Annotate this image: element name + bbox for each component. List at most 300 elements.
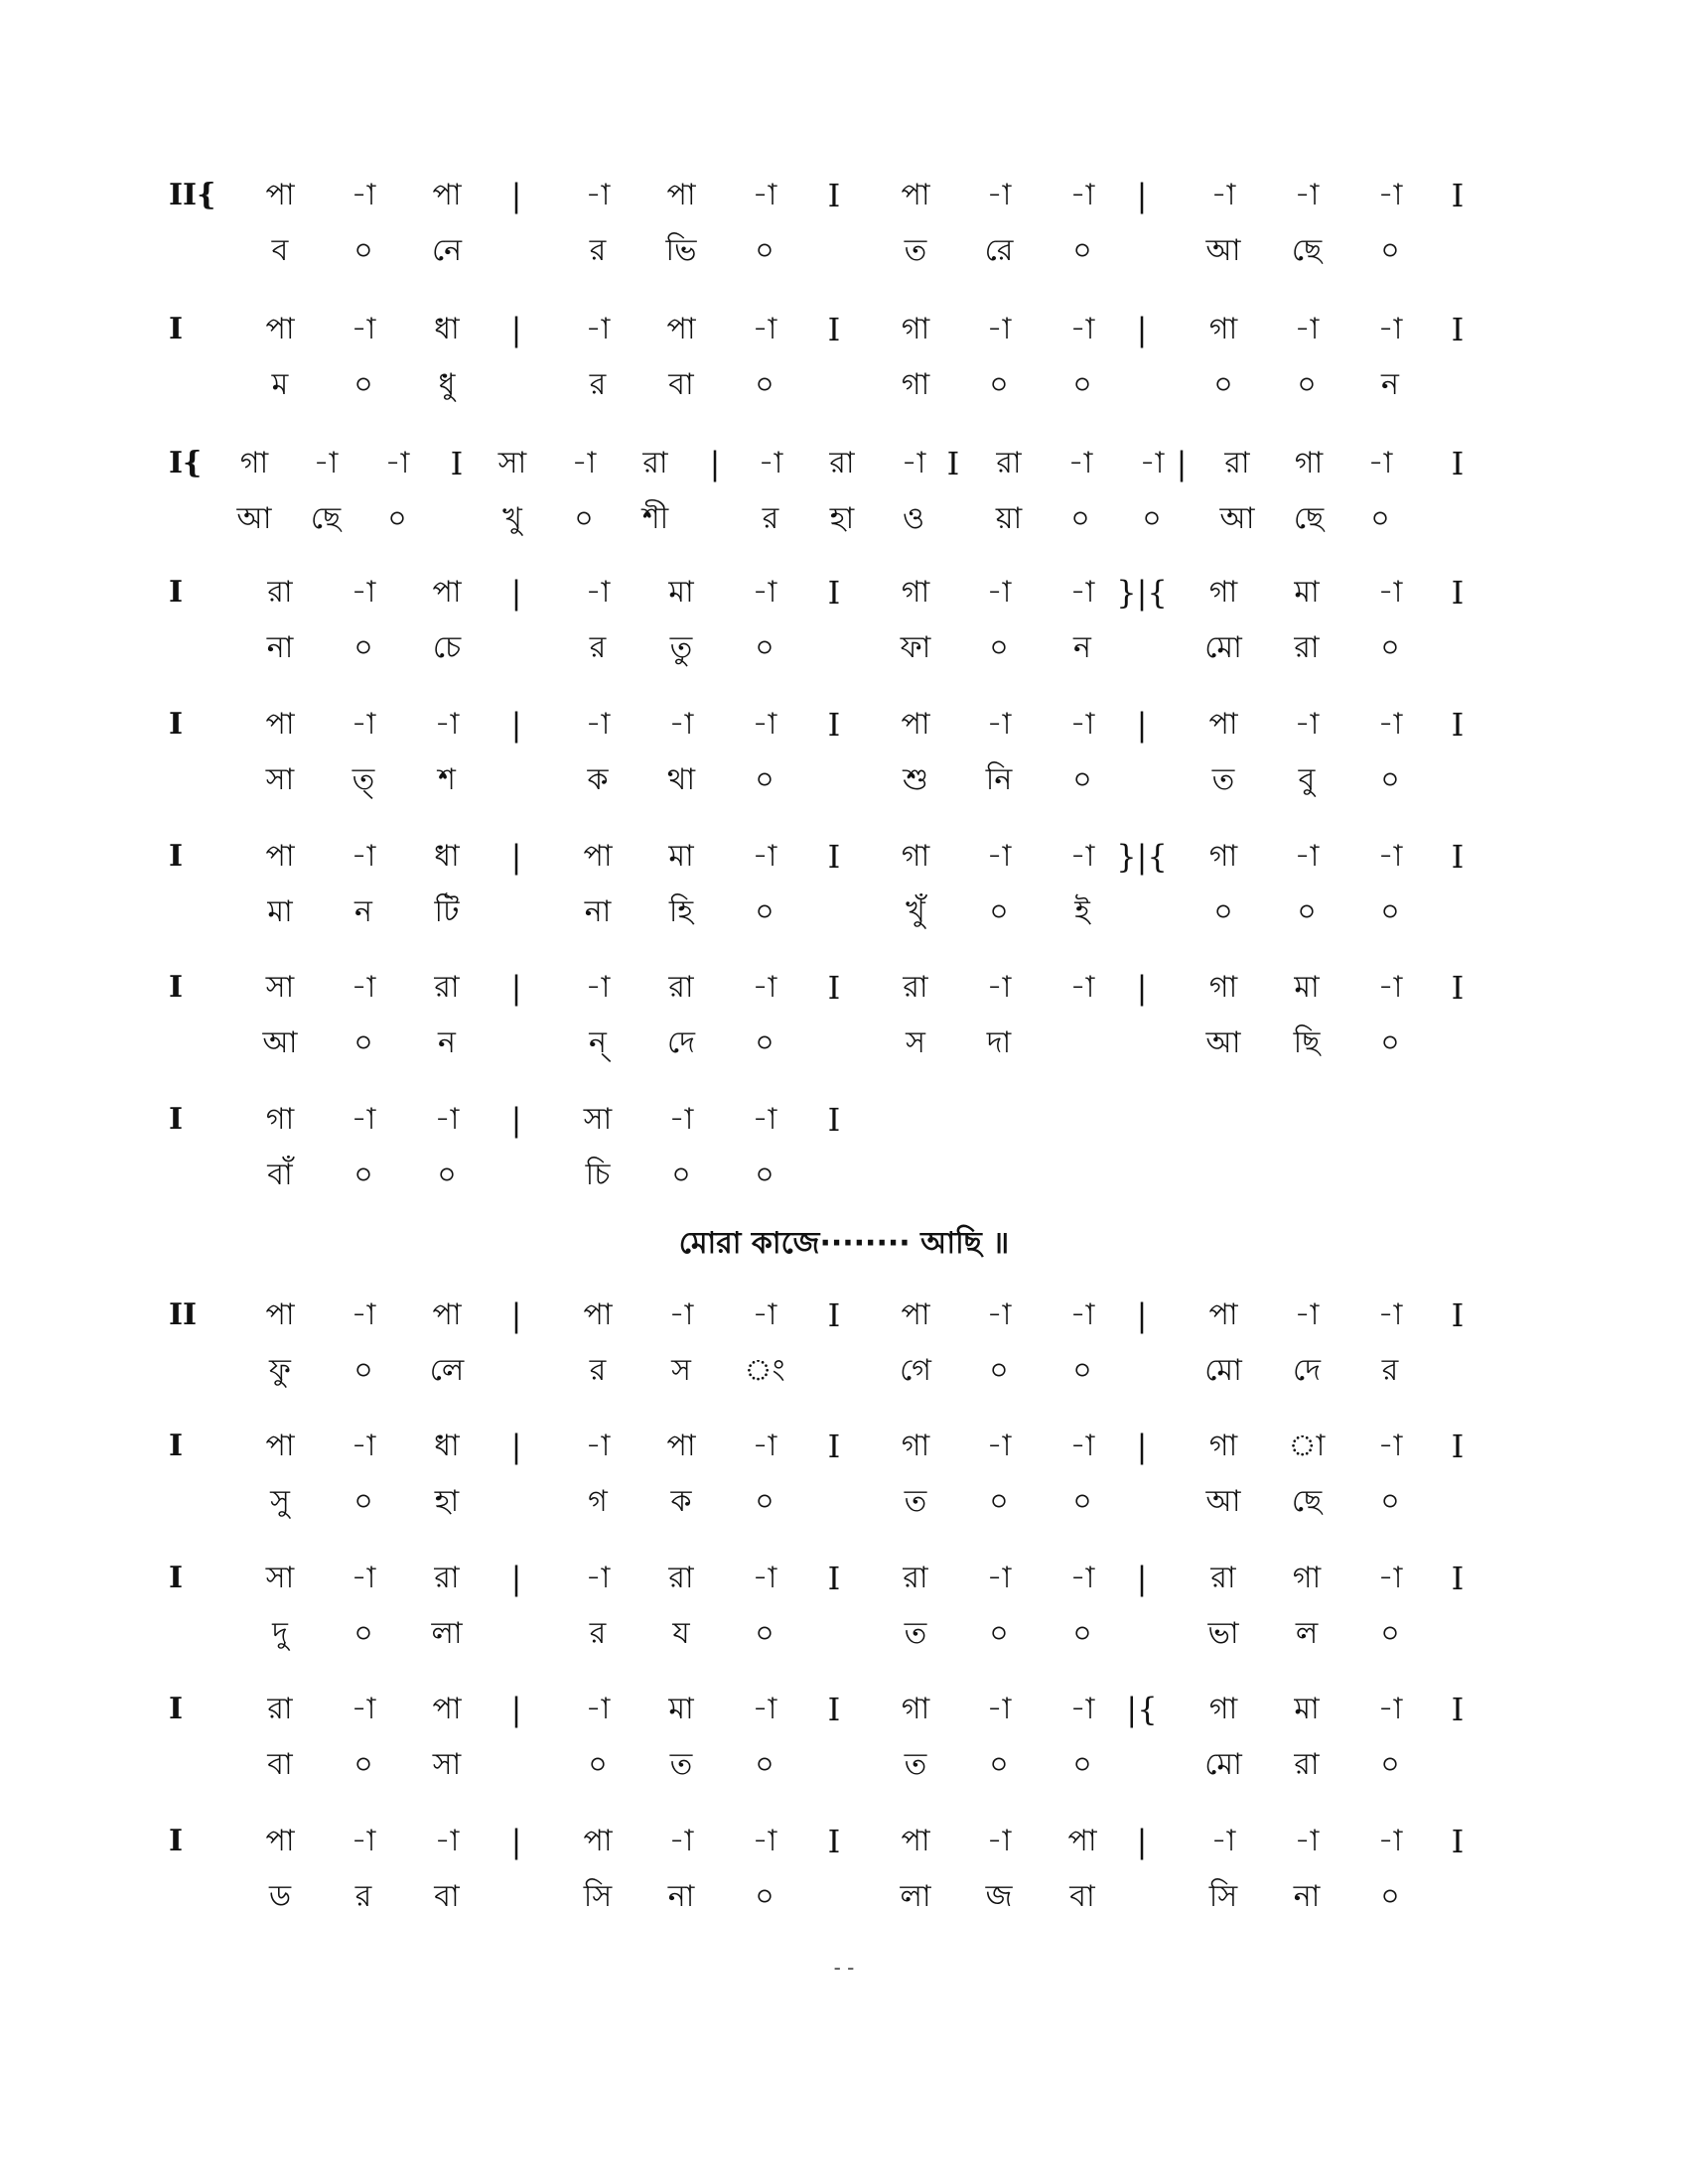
- note: -া: [1069, 970, 1095, 1005]
- lyric-syllable: ক: [670, 1484, 692, 1519]
- notation-system: [169, 439, 1489, 558]
- note: -া: [585, 1561, 611, 1595]
- lyric-syllable: র: [589, 1616, 607, 1651]
- lyric-syllable: স: [671, 1353, 691, 1388]
- note: রা: [829, 446, 855, 480]
- lyric-syllable: ০: [755, 630, 774, 665]
- note: -া: [752, 575, 777, 610]
- barline: I: [450, 445, 464, 482]
- note: মা: [1294, 575, 1320, 610]
- note: রা: [996, 446, 1022, 480]
- note: -া: [986, 1429, 1012, 1463]
- note: -া: [986, 1824, 1012, 1858]
- lyric-syllable: ০: [989, 1484, 1009, 1519]
- lyric-syllable: ০: [1380, 894, 1400, 929]
- lyric-syllable: শ: [438, 762, 456, 797]
- note: -া: [668, 707, 694, 742]
- lyric-syllable: নি: [985, 762, 1013, 797]
- lyric-syllable: ন: [1073, 630, 1091, 665]
- lyric-syllable: থা: [666, 762, 696, 797]
- lyric-syllable: লা: [900, 1879, 931, 1914]
- barline: |: [510, 838, 522, 876]
- note: -া: [1367, 446, 1393, 480]
- note: পা: [432, 1297, 462, 1332]
- note: গা: [265, 1102, 295, 1137]
- note: পা: [432, 575, 462, 610]
- lyric-syllable: আ: [1205, 1484, 1241, 1519]
- ending-barline: I: [1451, 1691, 1465, 1728]
- lyric-syllable: ০: [353, 1025, 373, 1060]
- note: রা: [1210, 1561, 1236, 1595]
- note: পা: [265, 839, 295, 874]
- note: -া: [752, 312, 777, 346]
- note: -া: [1069, 1297, 1095, 1332]
- note: -া: [752, 707, 777, 742]
- lyric-syllable: ত্: [352, 762, 375, 797]
- lyric-syllable: ০: [671, 1158, 691, 1192]
- lyric-syllable: ০: [1072, 233, 1092, 268]
- note: পা: [901, 178, 930, 212]
- barline: }|{: [1116, 574, 1168, 612]
- lyric-syllable: লে: [429, 1353, 465, 1388]
- note: পা: [265, 178, 295, 212]
- lyric-syllable: ০: [353, 630, 373, 665]
- note: -া: [986, 1692, 1012, 1726]
- lyric-syllable: জ: [985, 1879, 1013, 1914]
- note: -া: [1377, 1692, 1403, 1726]
- notation-system: [169, 963, 1489, 1082]
- lyric-syllable: গে: [900, 1353, 931, 1388]
- note: -া: [1377, 1561, 1403, 1595]
- leading-barline: I: [169, 575, 184, 610]
- lyric-syllable: মো: [1204, 1353, 1242, 1388]
- leading-barline: I: [169, 970, 184, 1005]
- lyric-syllable: ০: [1297, 367, 1317, 402]
- barline: I: [827, 969, 841, 1007]
- note: -া: [351, 1297, 376, 1332]
- note: রা: [903, 970, 928, 1005]
- lyric-syllable: ফু: [269, 1353, 291, 1388]
- note: -া: [434, 707, 460, 742]
- lyric-syllable: ত: [904, 1747, 927, 1782]
- note: গা: [239, 446, 269, 480]
- note: -া: [986, 178, 1012, 212]
- barline: |: [510, 574, 522, 612]
- ending-barline: I: [1451, 445, 1465, 482]
- lyric-syllable: হা: [829, 501, 855, 536]
- note: -া: [351, 1561, 376, 1595]
- lyric-syllable: ০: [755, 1025, 774, 1060]
- lyric-syllable: ০: [1380, 1879, 1400, 1914]
- barline: |: [1136, 311, 1148, 348]
- note: -া: [752, 1692, 777, 1726]
- lyric-syllable: র: [762, 501, 779, 536]
- note: পা: [666, 312, 696, 346]
- lyric-syllable: ং: [744, 1353, 785, 1388]
- note: রা: [668, 1561, 694, 1595]
- lyric-syllable: ০: [1297, 894, 1317, 929]
- lyric-syllable: ০: [755, 894, 774, 929]
- note: -া: [752, 1561, 777, 1595]
- note-line: [169, 1291, 1489, 1340]
- lyric-syllable: ত: [904, 1484, 927, 1519]
- note: -া: [351, 1824, 376, 1858]
- barline: |: [709, 445, 721, 482]
- lyric-syllable: ০: [1380, 233, 1400, 268]
- note: রা: [668, 970, 694, 1005]
- lyric-syllable: টি: [434, 894, 460, 929]
- barline: |: [510, 311, 522, 348]
- note: পা: [583, 1297, 613, 1332]
- note: -া: [758, 446, 783, 480]
- barline: |: [1136, 177, 1148, 214]
- barline: |: [510, 1428, 522, 1465]
- barline: }|{: [1116, 838, 1168, 876]
- note: -া: [313, 446, 339, 480]
- note: পা: [1208, 707, 1238, 742]
- lyric-syllable: ন: [354, 894, 372, 929]
- note: সা: [583, 1102, 613, 1137]
- note: -া: [1139, 446, 1165, 480]
- notation-system: [169, 1817, 1489, 1936]
- barline: |: [510, 177, 522, 214]
- note: গা: [1292, 1561, 1322, 1595]
- barline: |: [510, 969, 522, 1007]
- lyric-syllable: ভি: [665, 233, 697, 268]
- barline: |: [510, 706, 522, 744]
- note: রা: [267, 1692, 293, 1726]
- lyric-syllable: নে: [431, 233, 463, 268]
- lyric-syllable: ০: [353, 1484, 373, 1519]
- lyric-syllable: ছে: [1293, 501, 1325, 536]
- leading-barline: I: [169, 1692, 184, 1726]
- barline: |: [510, 1560, 522, 1597]
- lyric-syllable: র: [589, 233, 607, 268]
- lyric-syllable: শু: [903, 762, 928, 797]
- ending-barline: I: [1451, 969, 1465, 1007]
- lyric-syllable: ০: [1380, 1747, 1400, 1782]
- barline: I: [827, 1428, 841, 1465]
- note: -া: [1210, 1824, 1236, 1858]
- notation-system: [169, 1291, 1489, 1410]
- footer-marks: - -: [833, 1956, 855, 1979]
- note: পা: [265, 312, 295, 346]
- note: -া: [986, 312, 1012, 346]
- lyric-syllable: ছি: [1293, 1025, 1321, 1060]
- lyric-syllable: র: [589, 1353, 607, 1388]
- note: পা: [901, 1824, 930, 1858]
- note: -া: [901, 446, 926, 480]
- barline: I: [827, 1691, 841, 1728]
- lyric-syllable: দা: [986, 1025, 1012, 1060]
- note-line: [169, 700, 1489, 750]
- lyric-syllable: ০: [1213, 894, 1233, 929]
- lyric-syllable: ০: [353, 1747, 373, 1782]
- note: -া: [1294, 1824, 1320, 1858]
- note: সা: [265, 1561, 295, 1595]
- note: -া: [1377, 1297, 1403, 1332]
- note-line: [169, 439, 1489, 488]
- lyric-syllable: খুঁ: [906, 894, 925, 929]
- note: পা: [666, 1429, 696, 1463]
- lyric-syllable: আ: [1205, 233, 1241, 268]
- barline: |: [1136, 969, 1148, 1007]
- lyric-syllable: ০: [1072, 1484, 1092, 1519]
- note: -া: [351, 1692, 376, 1726]
- lyric-syllable: সা: [265, 762, 295, 797]
- lyric-line: [179, 755, 1489, 805]
- note-line: [169, 1422, 1489, 1471]
- lyric-syllable: আ: [262, 1025, 298, 1060]
- lyric-syllable: ০: [989, 367, 1009, 402]
- lyric-syllable: ত: [1211, 762, 1235, 797]
- lyric-syllable: ০: [1380, 1484, 1400, 1519]
- note: গা: [1208, 575, 1238, 610]
- note: -া: [986, 1297, 1012, 1332]
- note: রা: [903, 1561, 928, 1595]
- note: -া: [1069, 575, 1095, 610]
- note-line: [169, 171, 1489, 220]
- note: গা: [1208, 1692, 1238, 1726]
- lyric-syllable: স: [906, 1025, 925, 1060]
- lyric-syllable: ০: [1380, 762, 1400, 797]
- note: পা: [1067, 1824, 1097, 1858]
- lyric-syllable: ০: [755, 1158, 774, 1192]
- lyric-syllable: দে: [667, 1025, 695, 1060]
- note: ধা: [434, 312, 460, 346]
- leading-barline: I: [169, 839, 184, 874]
- lyric-syllable: ছে: [310, 501, 342, 536]
- lyric-syllable: রে: [984, 233, 1014, 268]
- lyric-syllable: ভা: [1207, 1616, 1239, 1651]
- lyric-syllable: ০: [1072, 367, 1092, 402]
- lyric-syllable: ত: [904, 233, 927, 268]
- leading-barline: I: [169, 1824, 184, 1858]
- note: গা: [901, 839, 930, 874]
- lyric-syllable: সা: [432, 1747, 462, 1782]
- lyric-syllable: সি: [583, 1879, 613, 1914]
- note: পা: [265, 1297, 295, 1332]
- note-line: [169, 963, 1489, 1013]
- barline: I: [827, 1560, 841, 1597]
- leading-barline: I{: [169, 446, 203, 480]
- barline: I: [827, 838, 841, 876]
- note: -া: [571, 446, 597, 480]
- barline: I: [827, 311, 841, 348]
- note: -া: [1069, 1561, 1095, 1595]
- note: -া: [585, 312, 611, 346]
- lyric-syllable: মো: [1204, 1747, 1242, 1782]
- lyric-syllable: গ: [588, 1484, 608, 1519]
- barline: |: [510, 1297, 522, 1334]
- note-line: [169, 568, 1489, 617]
- notation-system: [169, 1095, 1489, 1214]
- notation-system: [169, 1685, 1489, 1804]
- lyric-line: [179, 1740, 1489, 1790]
- note: মা: [668, 1692, 694, 1726]
- note: -া: [434, 1102, 460, 1137]
- lyric-syllable: ০: [1142, 501, 1162, 536]
- lyric-syllable: চি: [585, 1158, 611, 1192]
- lyric-syllable: র: [589, 630, 607, 665]
- lyric-syllable: তু: [669, 630, 693, 665]
- lyric-syllable: দু: [272, 1616, 288, 1651]
- lyric-syllable: বু: [1298, 762, 1316, 797]
- note: -া: [668, 1102, 694, 1137]
- lyric-syllable: ০: [588, 1747, 608, 1782]
- lyric-syllable: ০: [387, 501, 407, 536]
- lyric-syllable: ত: [904, 1616, 927, 1651]
- lyric-syllable: ০: [1380, 630, 1400, 665]
- lyric-line: [179, 887, 1489, 937]
- lyric-syllable: রা: [1294, 630, 1320, 665]
- note: -া: [1377, 970, 1403, 1005]
- note: পা: [265, 1429, 295, 1463]
- notation-system: [169, 1422, 1489, 1541]
- note: গা: [901, 1692, 930, 1726]
- barline: |: [510, 1691, 522, 1728]
- note: -া: [1294, 707, 1320, 742]
- lyric-syllable: র: [1381, 1353, 1399, 1388]
- lyric-syllable: আ: [1205, 1025, 1241, 1060]
- lyric-syllable: হা: [434, 1484, 460, 1519]
- note: গা: [1208, 970, 1238, 1005]
- note: ধা: [434, 1429, 460, 1463]
- note: -া: [1377, 1824, 1403, 1858]
- lyric-syllable: ০: [755, 1484, 774, 1519]
- lyric-syllable: ০: [1072, 1747, 1092, 1782]
- note: গা: [901, 312, 930, 346]
- note: -া: [668, 1824, 694, 1858]
- note: -া: [752, 839, 777, 874]
- lyric-syllable: সু: [270, 1484, 290, 1519]
- note: মা: [1294, 1692, 1320, 1726]
- lyric-syllable: খু: [502, 501, 522, 536]
- note: -া: [585, 707, 611, 742]
- lyric-syllable: দে: [1293, 1353, 1321, 1388]
- lyric-line: [179, 1151, 1489, 1200]
- lyric-syllable: ০: [353, 1158, 373, 1192]
- barline: |: [510, 1101, 522, 1139]
- note: -া: [585, 178, 611, 212]
- lyric-syllable: রা: [1294, 1747, 1320, 1782]
- note: -া: [1069, 707, 1095, 742]
- lyric-syllable: লা: [431, 1616, 463, 1651]
- lyric-syllable: ০: [989, 630, 1009, 665]
- leading-barline: I: [169, 707, 184, 742]
- lyric-syllable: ০: [353, 1616, 373, 1651]
- leading-barline: I: [169, 312, 184, 346]
- ending-barline: I: [1451, 1560, 1465, 1597]
- lyric-syllable: ক: [587, 762, 609, 797]
- note: পা: [583, 1824, 613, 1858]
- note-line: [169, 832, 1489, 882]
- note: গা: [901, 575, 930, 610]
- notation-system: [169, 568, 1489, 687]
- note: -া: [752, 178, 777, 212]
- note: -া: [752, 1102, 777, 1137]
- ending-barline: I: [1451, 1428, 1465, 1465]
- lyric-syllable: বাঁ: [267, 1158, 293, 1192]
- lyric-syllable: ০: [1380, 1616, 1400, 1651]
- barline: I: [827, 1823, 841, 1860]
- note: -া: [1069, 1692, 1095, 1726]
- lyric-syllable: ০: [1072, 1616, 1092, 1651]
- note: পা: [432, 1692, 462, 1726]
- barline: |: [1136, 706, 1148, 744]
- barline: |: [510, 1823, 522, 1860]
- note: -া: [1377, 312, 1403, 346]
- note: -া: [585, 970, 611, 1005]
- lyric-syllable: ০: [755, 367, 774, 402]
- lyric-syllable: না: [667, 1879, 695, 1914]
- note: পা: [901, 707, 930, 742]
- note-line: [169, 1095, 1489, 1145]
- lyric-syllable: য: [672, 1616, 690, 1651]
- note-line: [169, 1554, 1489, 1603]
- note: -া: [1210, 178, 1236, 212]
- lyric-syllable: ছে: [1291, 1484, 1323, 1519]
- note: -া: [1377, 178, 1403, 212]
- ending-barline: I: [1451, 838, 1465, 876]
- lyric-syllable: ০: [1213, 367, 1233, 402]
- note-line: [169, 1685, 1489, 1734]
- note: -া: [384, 446, 410, 480]
- ending-barline: I: [1451, 311, 1465, 348]
- lyric-syllable: র: [354, 1879, 372, 1914]
- lyric-syllable: ০: [1072, 762, 1092, 797]
- note: -া: [351, 178, 376, 212]
- note: -া: [986, 575, 1012, 610]
- lyric-syllable: ০: [989, 1747, 1009, 1782]
- lyric-syllable: ০: [755, 1879, 774, 1914]
- lyric-syllable: ছে: [1291, 233, 1323, 268]
- note-line: [169, 1817, 1489, 1866]
- note: -া: [1377, 575, 1403, 610]
- lyric-line: [179, 1872, 1489, 1922]
- lyric-line: [179, 1346, 1489, 1396]
- note: রা: [642, 446, 668, 480]
- lyric-syllable: আ: [1219, 501, 1255, 536]
- note: -া: [351, 1429, 376, 1463]
- lyric-syllable: ০: [989, 1616, 1009, 1651]
- note: রা: [267, 575, 293, 610]
- note: গা: [1208, 839, 1238, 874]
- barline: I: [827, 1297, 841, 1334]
- notation-system: [169, 305, 1489, 424]
- ending-barline: I: [1451, 706, 1465, 744]
- note: -া: [668, 1297, 694, 1332]
- lyric-syllable: ত: [669, 1747, 693, 1782]
- lyric-line: [179, 360, 1489, 410]
- lyric-syllable: ড: [268, 1879, 292, 1914]
- lyric-line: [179, 623, 1489, 673]
- lyric-syllable: ও: [902, 501, 925, 536]
- lyric-syllable: ম: [271, 367, 289, 402]
- lyric-syllable: বা: [267, 1747, 293, 1782]
- barline: I: [827, 706, 841, 744]
- note: ধা: [434, 839, 460, 874]
- note: া: [1288, 1429, 1326, 1463]
- note: মা: [668, 839, 694, 874]
- note: -া: [1069, 1429, 1095, 1463]
- note: -া: [1069, 839, 1095, 874]
- note-line: [169, 305, 1489, 354]
- leading-barline: I: [169, 1429, 184, 1463]
- lyric-line: [179, 494, 1489, 544]
- note: -া: [986, 1561, 1012, 1595]
- lyric-syllable: ০: [574, 501, 594, 536]
